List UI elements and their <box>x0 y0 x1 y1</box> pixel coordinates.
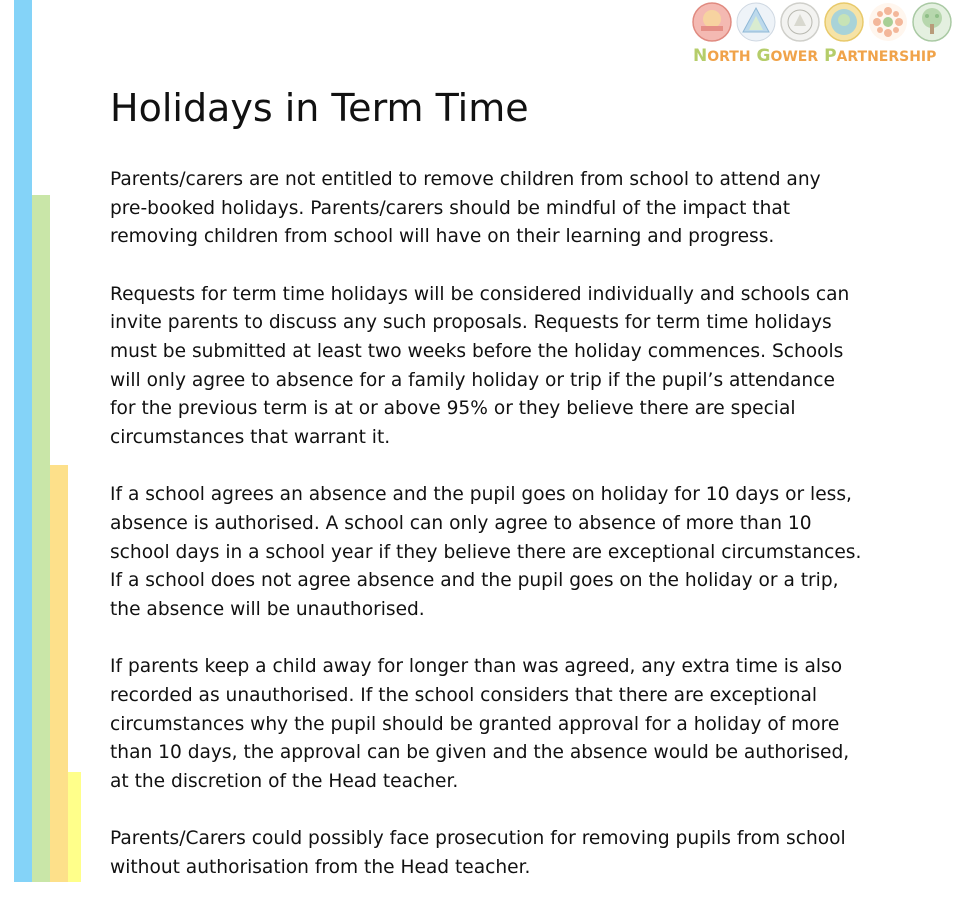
side-bar-green <box>32 195 50 882</box>
brand-word2-rest: OWER <box>770 49 819 65</box>
text-line: than 10 days, the approval can be given and the absence would be authorised, <box>110 742 850 764</box>
side-bar-yellow <box>68 772 81 882</box>
policy-body <box>110 166 870 911</box>
school-badge-tree-icon <box>912 2 952 42</box>
brand-word3-initial: P <box>824 46 837 66</box>
text-line: Parents/carers are not entitled to remove children from school to attend any <box>110 169 821 190</box>
text-line: If a school does not agree absence and the pupil goes on the holiday or a trip, <box>110 570 839 592</box>
brand-word1-initial: N <box>693 46 708 66</box>
text-line: school days in a school year if they believe there are exceptional circumstances. <box>110 541 862 563</box>
text-line: will only agree to absence for a family holiday or trip if the pupil’s attendance <box>110 369 835 391</box>
text-line: circumstances why the pupil should be granted approval for a holiday of more <box>110 713 840 735</box>
text-line: Parents/Carers could possibly face prosecution for removing pupils from school <box>110 828 846 850</box>
text-line: without authorisation from the Head teacher. <box>110 856 531 878</box>
text-line: circumstances that warrant it. <box>110 426 391 448</box>
school-badge-red-icon <box>692 2 732 42</box>
text-line: Requests for term time holidays will be considered individually and schools can <box>110 283 850 305</box>
partner-logos <box>692 2 952 42</box>
text-line: If a school agrees an absence and the pupil goes on holiday for 10 days or less, <box>110 484 852 506</box>
school-crest-grey-icon <box>780 2 820 42</box>
text-line: at the discretion of the Head teacher. <box>110 770 459 792</box>
text-line: recorded as unauthorised. If the school considers that there are exceptional <box>110 684 818 706</box>
page-title: Holidays in Term Time <box>110 86 529 130</box>
paragraph-3 <box>110 481 870 624</box>
text-line: pre-booked holidays. Parents/carers should be mindful of the impact that <box>110 197 791 219</box>
partnership-name <box>693 46 936 66</box>
brand-word1-rest: ORTH <box>707 49 751 65</box>
text-line: absence is authorised. A school can only agree to absence of more than 10 <box>110 512 812 534</box>
school-badge-sun-icon <box>824 2 864 42</box>
side-bar-blue <box>14 0 32 882</box>
text-line: removing children from school will have on their learning and progress. <box>110 226 775 248</box>
paragraph-4 <box>110 653 870 796</box>
school-badge-triangle-icon <box>736 2 776 42</box>
brand-word3-rest: ARTNERSHIP <box>836 49 937 65</box>
paragraph-1 <box>110 166 870 252</box>
paragraph-5 <box>110 825 870 882</box>
text-line: If parents keep a child away for longer than was agreed, any extra time is also <box>110 656 843 678</box>
paragraph-2 <box>110 281 870 453</box>
text-line: for the previous term is at or above 95% or they believe there are special <box>110 398 796 420</box>
school-badge-flower-icon <box>868 2 908 42</box>
side-bar-orange <box>50 465 68 882</box>
text-line: the absence will be unauthorised. <box>110 598 425 620</box>
text-line: invite parents to discuss any such proposals. Requests for term time holidays <box>110 312 832 334</box>
text-line: must be submitted at least two weeks before the holiday commences. Schools <box>110 340 844 362</box>
brand-word2-initial: G <box>756 46 771 66</box>
